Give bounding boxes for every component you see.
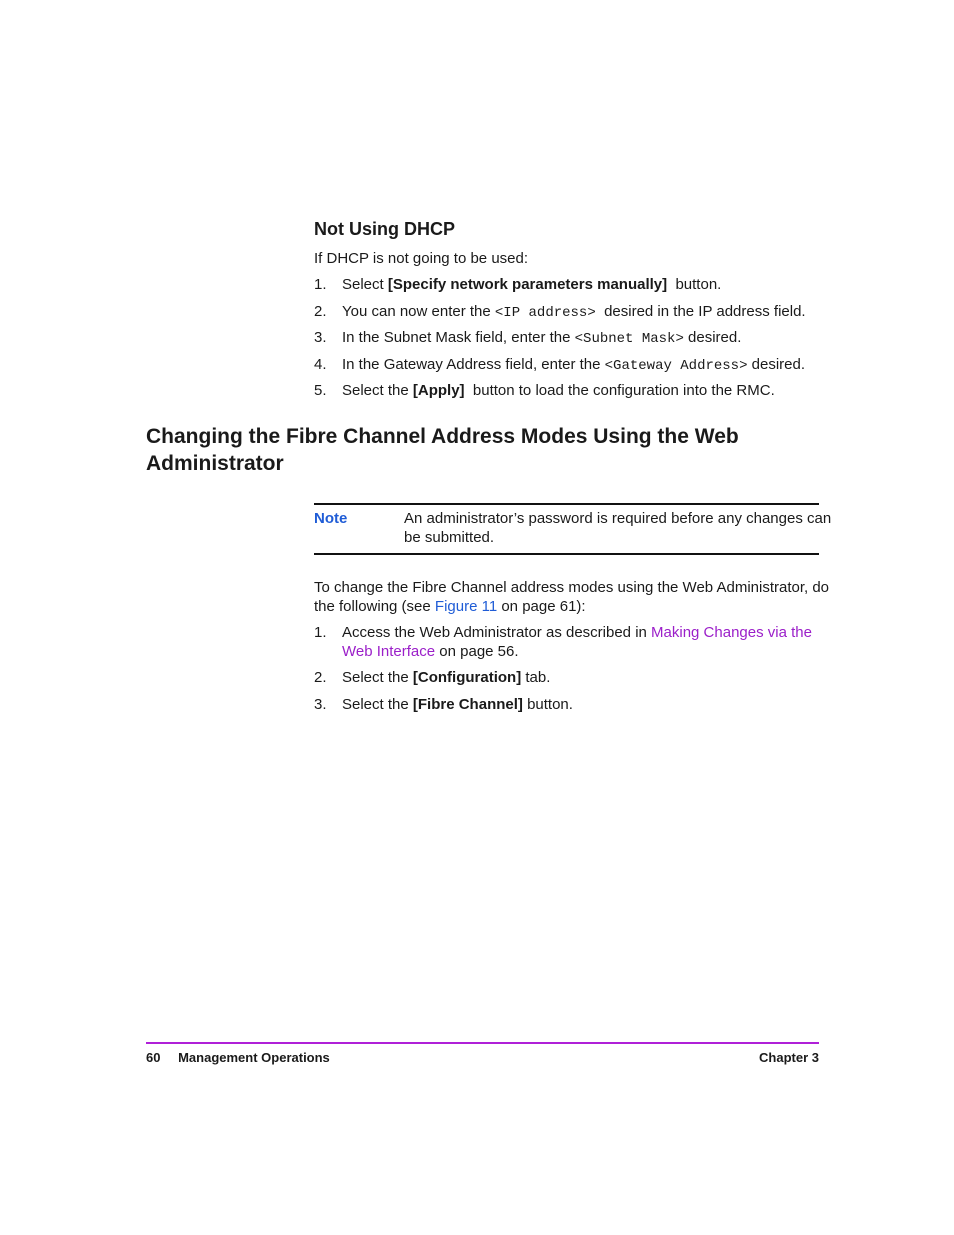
step-number: 4. — [314, 356, 327, 373]
heading-line-1: Changing the Fibre Channel Address Modes Using the Web — [146, 425, 739, 448]
step-number: 5. — [314, 382, 327, 399]
ui-label: [Fibre Channel] — [412, 696, 523, 713]
ui-label: [Specify network parameters manually] — [387, 276, 668, 293]
note-text: An administrator’s password is required before any changes can be submitted. — [404, 510, 832, 546]
step-text: Select [Specify network parameters manually] button. — [342, 276, 722, 293]
footer-chapter: Chapter 3 — [759, 1050, 819, 1065]
section-heading-not-using-dhcp: Not Using DHCP — [314, 219, 455, 239]
step-number: 3. — [314, 329, 327, 346]
code-text: <Subnet Mask> — [574, 331, 684, 347]
step-text: Select the [Configuration] tab. — [342, 669, 551, 686]
ui-label: [Apply] — [412, 382, 465, 399]
step-text: Select the [Fibre Channel] button. — [342, 696, 573, 713]
step-number: 3. — [314, 696, 327, 713]
page-footer — [146, 1050, 819, 1065]
cross-reference-link-cont[interactable]: Web Interface — [342, 643, 436, 660]
step-number: 1. — [314, 276, 327, 293]
heading-line-2: Administrator — [146, 452, 284, 475]
step-text: In the Subnet Mask field, enter the <Subnet Mask> desired. — [342, 329, 742, 347]
note-top-rule — [314, 503, 819, 505]
ui-label: [Configuration] — [412, 669, 522, 686]
step-number: 2. — [314, 669, 327, 686]
footer-section-title: Management Operations — [178, 1050, 330, 1065]
section-heading-fibre-channel — [146, 423, 739, 477]
code-text: <Gateway Address> — [604, 358, 748, 374]
note-label: Note — [314, 510, 348, 527]
page-number: 60 — [146, 1050, 161, 1065]
step-text: You can now enter the <IP address> desired in the IP address field. — [342, 303, 806, 321]
step-number: 2. — [314, 303, 327, 320]
cross-reference-link[interactable]: Making Changes via the — [651, 624, 812, 641]
intro-text: If DHCP is not going to be used: — [314, 250, 529, 267]
code-text: <IP address> — [494, 305, 596, 321]
footer-rule — [146, 1042, 819, 1044]
step-number: 1. — [314, 624, 327, 641]
figure-link[interactable]: Figure 11 — [434, 598, 498, 615]
note-bottom-rule — [314, 553, 819, 555]
step-text: Access the Web Administrator as described in Making Changes via the Web Interface on page 56. — [342, 624, 812, 660]
intro-paragraph: To change the Fibre Channel address modes using the Web Administrator, do the following (see Figure 11 on page 61): — [314, 579, 830, 615]
step-text: In the Gateway Address field, enter the <Gateway Address> desired. — [342, 356, 806, 374]
step-text: Select the [Apply] button to load the configuration into the RMC. — [342, 382, 775, 399]
